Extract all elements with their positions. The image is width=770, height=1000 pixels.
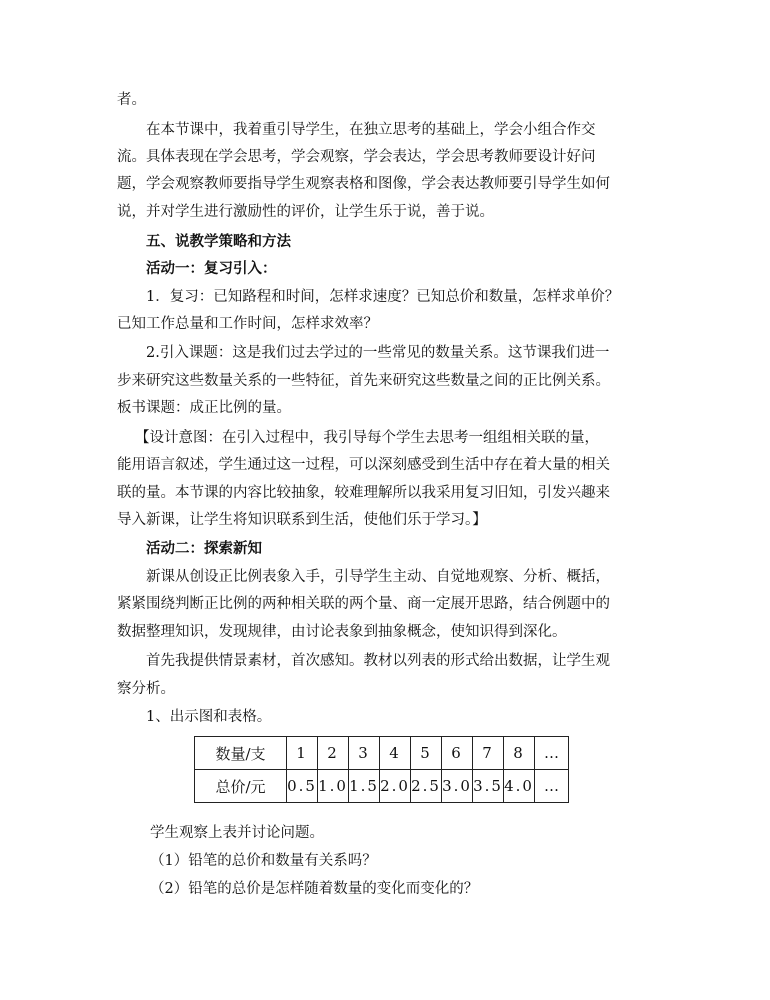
table-cell: 3.0 (442, 770, 473, 803)
table-cell: 2.5 (411, 770, 442, 803)
paragraph-line: 数据整理知识，发现规律，由讨论表象到抽象概念，使知识得到深化。 (117, 624, 567, 640)
paragraph-line: 2.引入课题：这是我们过去学过的一些常见的数量关系。这节课我们进一 (146, 345, 610, 361)
table-cell: 1.0 (318, 770, 349, 803)
paragraph-line: 导入新课，让学生将知识联系到生活，使他们乐于学习。】 (117, 512, 487, 528)
design-intent-line: 【设计意图：在引入过程中，我引导每个学生去思考一组组相关联的量， (135, 430, 599, 446)
paragraph-line: 察分析。 (117, 681, 175, 697)
table-cell: 7 (473, 737, 504, 770)
table-cell: … (535, 770, 569, 803)
activity-heading: 活动一：复习引入： (146, 260, 277, 277)
paragraph-line: 联的量。本节课的内容比较抽象，较难理解所以我采用复习旧知，引发兴趣来 (117, 485, 610, 501)
paragraph-line: 新课从创设正比例表象入手，引导学生主动、自觉地观察、分析、概括， (146, 569, 610, 585)
paragraph-line: 流。具体表现在学会思考，学会观察，学会表达，学会思考教师要设计好问 (117, 149, 596, 165)
paragraph-line: 1．复习：已知路程和时间，怎样求速度？已知总价和数量，怎样求单价？ (146, 289, 620, 305)
table-cell: 2.0 (380, 770, 411, 803)
table-cell: 8 (504, 737, 535, 770)
table-cell: 1 (287, 737, 318, 770)
paragraph-line: 步来研究这些数量关系的一些特征，首先来研究这些数量之间的正比例关系。 (117, 373, 610, 389)
paragraph-line: 板书课题：成正比例的量。 (117, 400, 291, 416)
paragraph-line: 者。 (117, 92, 146, 108)
table-cell: 4.0 (504, 770, 535, 803)
paragraph-line: 说，并对学生进行激励性的评价，让学生乐于说，善于说。 (117, 204, 494, 220)
paragraph-line: 1、出示图和表格。 (146, 709, 272, 725)
table-cell: 6 (442, 737, 473, 770)
paragraph-line: 在本节课中，我着重引导学生，在独立思考的基础上，学会小组合作交 (146, 122, 596, 138)
table-header-cell: 总价/元 (195, 770, 287, 803)
question-item: （2）铅笔的总价是怎样随着数量的变化而变化的？ (150, 881, 479, 897)
table-cell: 0.5 (287, 770, 318, 803)
table-row (195, 737, 569, 770)
table-cell: … (535, 737, 569, 770)
table-cell: 2 (318, 737, 349, 770)
section-heading: 五、说教学策略和方法 (146, 233, 291, 250)
table-header-cell: 数量/支 (195, 737, 287, 770)
paragraph-line: 题，学会观察教师要指导学生观察表格和图像，学会表达教师要引导学生如何 (117, 176, 610, 192)
paragraph-line: 能用语言叙述，学生通过这一过程，可以深刻感受到生活中存在着大量的相关 (117, 457, 610, 473)
table-cell: 3.5 (473, 770, 504, 803)
paragraph-line: 学生观察上表并讨论问题。 (150, 825, 324, 841)
table-cell: 3 (349, 737, 380, 770)
activity-heading: 活动二：探索新知 (146, 540, 262, 557)
paragraph-line: 已知工作总量和工作时间，怎样求效率？ (117, 316, 378, 332)
paragraph-line: 首先我提供情景素材，首次感知。教材以列表的形式给出数据，让学生观 (146, 653, 610, 669)
question-item: （1）铅笔的总价和数量有关系吗？ (150, 853, 377, 869)
table-row (195, 770, 569, 803)
table-cell: 5 (411, 737, 442, 770)
price-table (194, 736, 569, 803)
table-cell: 1.5 (349, 770, 380, 803)
table-cell: 4 (380, 737, 411, 770)
paragraph-line: 紧紧围绕判断正比例的两种相关联的两个量、商一定展开思路，结合例题中的 (117, 596, 610, 612)
